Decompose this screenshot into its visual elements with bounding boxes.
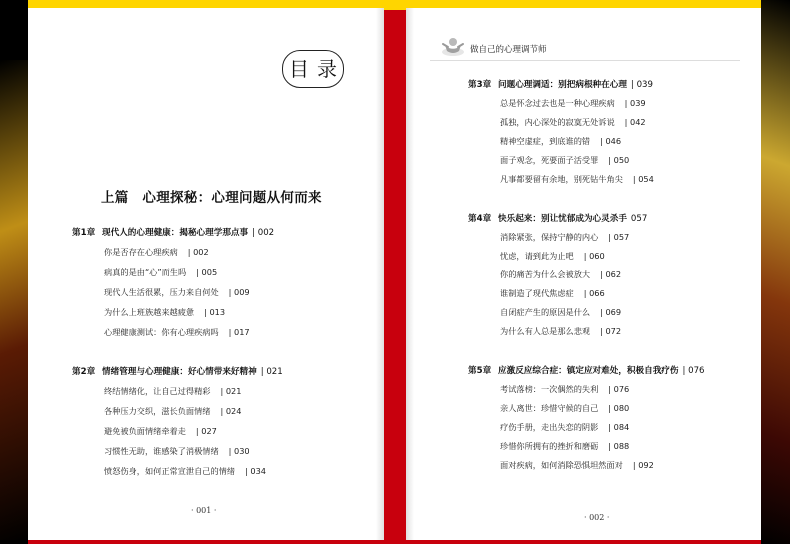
entry-page: 005	[201, 267, 218, 277]
entry-page: 034	[250, 466, 267, 476]
toc-entry[interactable]: 为什么上班族越来越疲惫 | 013	[104, 307, 226, 317]
chapter-number: 第2章	[72, 367, 96, 377]
toc-entry[interactable]: 精神空虚症，到底谁的错 | 046	[500, 136, 622, 146]
toc-entry[interactable]: 考试落榜：一次偶然的失利 | 076	[500, 384, 630, 394]
entry-title: 考试落榜：一次偶然的失利	[500, 384, 599, 394]
entry-title: 愤怒伤身，如何正常宣泄自己的情绪	[104, 466, 236, 476]
entry-title: 避免被负面情绪牵着走	[104, 426, 186, 436]
chapter-title: 快乐起来：别让忧郁成为心灵杀手	[498, 214, 627, 224]
toc-entry[interactable]: 各种压力交织，滋长负面情绪 | 024	[104, 406, 242, 416]
entry-page: 084	[613, 422, 630, 432]
entry-page: 072	[605, 326, 622, 336]
part-title: 上篇 心理探秘：心理问题从何而来	[101, 190, 322, 206]
toc-entry[interactable]: 终结情绪化，让自己过得精彩 | 021	[104, 386, 242, 396]
chapter-number: 第1章	[72, 228, 96, 238]
entry-page: 024	[225, 406, 242, 416]
entry-page: 069	[605, 307, 622, 317]
entry-title: 疗伤手册，走出失恋的阴影	[500, 422, 599, 432]
figure-logo-icon	[440, 37, 466, 61]
chapter-heading[interactable]: 第1章 现代人的心理健康：揭秘心理学那点事 | 002	[72, 228, 275, 238]
entry-title: 你是否存在心理疾病	[104, 247, 178, 257]
entry-page: 062	[605, 269, 622, 279]
toc-entry[interactable]: 习惯性无助，谁感染了消极情绪 | 030	[104, 446, 250, 456]
toc-entry[interactable]: 现代人生活很累，压力来自何处 | 009	[104, 287, 250, 297]
entry-title: 忧虑，请到此为止吧	[500, 251, 574, 261]
entry-page: 013	[209, 307, 226, 317]
entry-page: 080	[613, 403, 630, 413]
entry-page: 088	[613, 441, 630, 451]
entry-title: 珍惜你所拥有的挫折和磨砺	[500, 441, 599, 451]
chapter-number: 第5章	[468, 366, 492, 376]
page-number-left: · 001 ·	[191, 506, 217, 515]
entry-page: 054	[638, 174, 654, 184]
toc-entry[interactable]: 疗伤手册，走出失恋的阴影 | 084	[500, 422, 630, 432]
chapter-page: 076	[688, 366, 705, 376]
toc-entry[interactable]: 面对疾病，如何消除恐惧坦然面对 | 092	[500, 460, 654, 470]
header-rule	[430, 60, 740, 61]
entry-title: 面子观念，死要面子活受罪	[500, 155, 599, 165]
entry-title: 为什么上班族越来越疲惫	[104, 307, 195, 317]
entry-page: 021	[225, 386, 242, 396]
chapter-heading[interactable]: 第3章 问题心理调适：别把病根种在心理 | 039	[468, 80, 653, 90]
toc-entry[interactable]: 自闭症产生的原因是什么 | 069	[500, 307, 622, 317]
toc-entry[interactable]: 为什么有人总是那么悲观 | 072	[500, 326, 622, 336]
entry-page: 042	[630, 117, 646, 127]
entry-title: 心理健康测试：你有心理疾病吗	[104, 327, 219, 337]
toc-entry[interactable]: 孤独，内心深处的寂寞无处诉说 | 042	[500, 117, 646, 127]
chapter-page: 002	[257, 228, 275, 238]
entry-title: 谁制造了现代焦虑症	[500, 288, 574, 298]
toc-entry[interactable]: 总是怀念过去也是一种心理疾病 | 039	[500, 98, 646, 108]
entry-title: 消除紧张，保持宁静的内心	[500, 232, 599, 242]
page-number-right: · 002 ·	[584, 513, 610, 522]
entry-page: 046	[605, 136, 622, 146]
toc-entry[interactable]: 谁制造了现代焦虑症 | 066	[500, 288, 605, 298]
entry-page: 057	[613, 232, 630, 242]
toc-entry[interactable]: 你是否存在心理疾病 | 002	[104, 247, 209, 257]
entry-page: 017	[234, 327, 250, 337]
entry-page: 076	[613, 384, 630, 394]
entry-page: 092	[638, 460, 654, 470]
toc-entry[interactable]: 忧虑，请到此为止吧 | 060	[500, 251, 605, 261]
toc-entry[interactable]: 病真的是由“心”而生吗 | 005	[104, 267, 218, 277]
running-header	[440, 37, 547, 61]
chapter-title: 情绪管理与心理健康：好心情带来好精神	[102, 367, 257, 377]
chapter-number: 第4章	[468, 214, 492, 224]
toc-entry[interactable]: 凡事都要留有余地，别死钻牛角尖 | 054	[500, 174, 654, 184]
chapter-title: 问题心理调适：别把病根种在心理	[498, 80, 627, 90]
entry-page: 050	[613, 155, 630, 165]
entry-title: 总是怀念过去也是一种心理疾病	[500, 98, 615, 108]
toc-entry[interactable]: 亲人离世：珍惜守候的自己 | 080	[500, 403, 630, 413]
toc-entry[interactable]: 心理健康测试：你有心理疾病吗 | 017	[104, 327, 250, 337]
entry-title: 现代人生活很累，压力来自何处	[104, 287, 219, 297]
entry-title: 孤独，内心深处的寂寞无处诉说	[500, 117, 615, 127]
entry-title: 各种压力交织，滋长负面情绪	[104, 406, 211, 416]
background-light-streak-right	[760, 0, 790, 544]
entry-title: 你的痛苦为什么会被放大	[500, 269, 591, 279]
toc-entry[interactable]: 消除紧张，保持宁静的内心 | 057	[500, 232, 630, 242]
entry-title: 亲人离世：珍惜守候的自己	[500, 403, 599, 413]
entry-title: 自闭症产生的原因是什么	[500, 307, 591, 317]
entry-page: 060	[589, 251, 605, 261]
entry-title: 病真的是由“心”而生吗	[104, 267, 187, 277]
running-header-text: 做自己的心理调节师	[470, 45, 547, 55]
chapter-page: 021	[266, 367, 283, 377]
entry-title: 为什么有人总是那么悲观	[500, 326, 591, 336]
contents-title	[282, 50, 344, 88]
left-gutter-shadow	[376, 8, 384, 540]
chapter-page: 039	[636, 80, 653, 90]
entry-page: 066	[589, 288, 605, 298]
entry-page: 039	[630, 98, 646, 108]
entry-page: 030	[234, 446, 250, 456]
chapter-number: 第3章	[468, 80, 492, 90]
toc-entry[interactable]: 面子观念，死要面子活受罪 | 050	[500, 155, 630, 165]
entry-page: 009	[234, 287, 250, 297]
toc-entry[interactable]: 珍惜你所拥有的挫折和磨砺 | 088	[500, 441, 630, 451]
entry-title: 习惯性无助，谁感染了消极情绪	[104, 446, 219, 456]
entry-title: 凡事都要留有余地，别死钻牛角尖	[500, 174, 623, 184]
entry-title: 精神空虚症，到底谁的错	[500, 136, 591, 146]
toc-entry[interactable]: 避免被负面情绪牵着走 | 027	[104, 426, 217, 436]
entry-page: 002	[193, 247, 209, 257]
chapter-heading[interactable]: 第2章 情绪管理与心理健康：好心情带来好精神 | 021	[72, 367, 283, 377]
chapter-title: 应激反应综合症：镇定应对难处，积极自我疗伤	[498, 366, 679, 376]
contents-title-char: 录	[317, 57, 337, 81]
contents-title-char: 目	[289, 57, 309, 81]
entry-page: 027	[201, 426, 217, 436]
right-gutter-shadow	[406, 8, 414, 540]
entry-title: 面对疾病，如何消除恐惧坦然面对	[500, 460, 623, 470]
chapter-title: 现代人的心理健康：揭秘心理学那点事	[102, 228, 249, 238]
chapter-page: 057	[630, 214, 648, 224]
background-light-streak-left	[0, 60, 30, 540]
chapter-heading[interactable]	[468, 212, 647, 224]
entry-title: 终结情绪化，让自己过得精彩	[104, 386, 211, 396]
chapter-heading[interactable]: 第5章 应激反应综合症：镇定应对难处，积极自我疗伤 | 076	[468, 366, 705, 376]
toc-entry[interactable]: 愤怒伤身，如何正常宣泄自己的情绪 | 034	[104, 466, 267, 476]
toc-entry[interactable]: 你的痛苦为什么会被放大 | 062	[500, 269, 622, 279]
